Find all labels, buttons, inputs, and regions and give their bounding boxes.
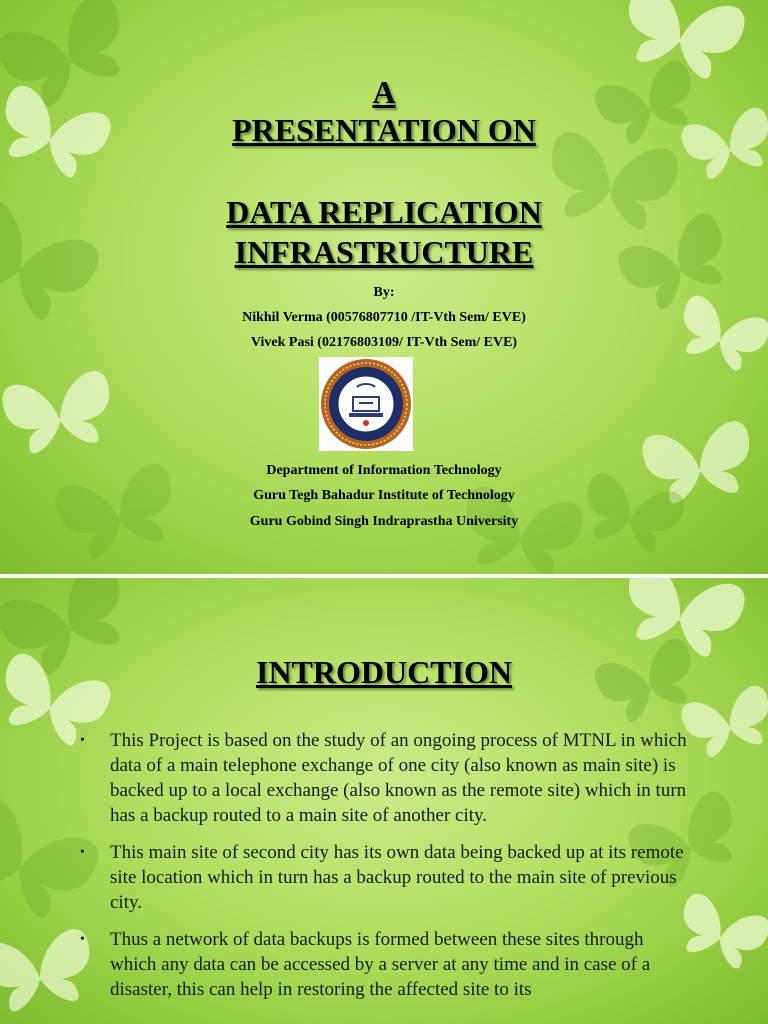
dept-line-2: Guru Tegh Bahadur Institute of Technology: [253, 488, 515, 503]
list-item: • This main site of second city has its own data being backed up at its remote site location which in turn has a backup routed to the main site of previous city.: [80, 842, 684, 913]
bullet-icon: •: [80, 845, 85, 860]
title-a: A: [372, 74, 396, 110]
title-data-replication: DATA REPLICATION: [226, 194, 542, 230]
by-label: By:: [373, 285, 395, 300]
dept-line-1: Department of Information Technology: [266, 463, 502, 478]
title-presentation-on: PRESENTATION ON: [232, 112, 536, 148]
dept-line-3: Guru Gobind Singh Indraprastha University: [249, 514, 519, 529]
author-2: Vivek Pasi (02176803109/ IT-Vth Sem/ EVE): [250, 335, 518, 350]
institute-seal-icon: [319, 357, 413, 451]
list-item: • Thus a network of data backups is formed between these sites through which any data can be accessed by a server at any time and in case of a disaster, this can help in restoring the affected site to its: [80, 929, 651, 1000]
bullet-list: [80, 728, 690, 1014]
bullet-icon: •: [80, 733, 85, 748]
list-item: • This Project is based on the study of an ongoing process of MTNL in which data of a main telephone exchange of one city (also known as main site) is backed up to a local exchange (also known as the remote site) which in turn has a backup routed to a main site of another city.: [80, 730, 687, 826]
author-1: Nikhil Verma (00576807710 /IT-Vth Sem/ EVE): [242, 310, 526, 325]
introduction-heading: INTRODUCTION: [255, 654, 513, 690]
title-infrastructure: INFRASTRUCTURE: [234, 234, 534, 270]
introduction-slide: [0, 578, 768, 1024]
bullet-icon: •: [80, 932, 85, 947]
